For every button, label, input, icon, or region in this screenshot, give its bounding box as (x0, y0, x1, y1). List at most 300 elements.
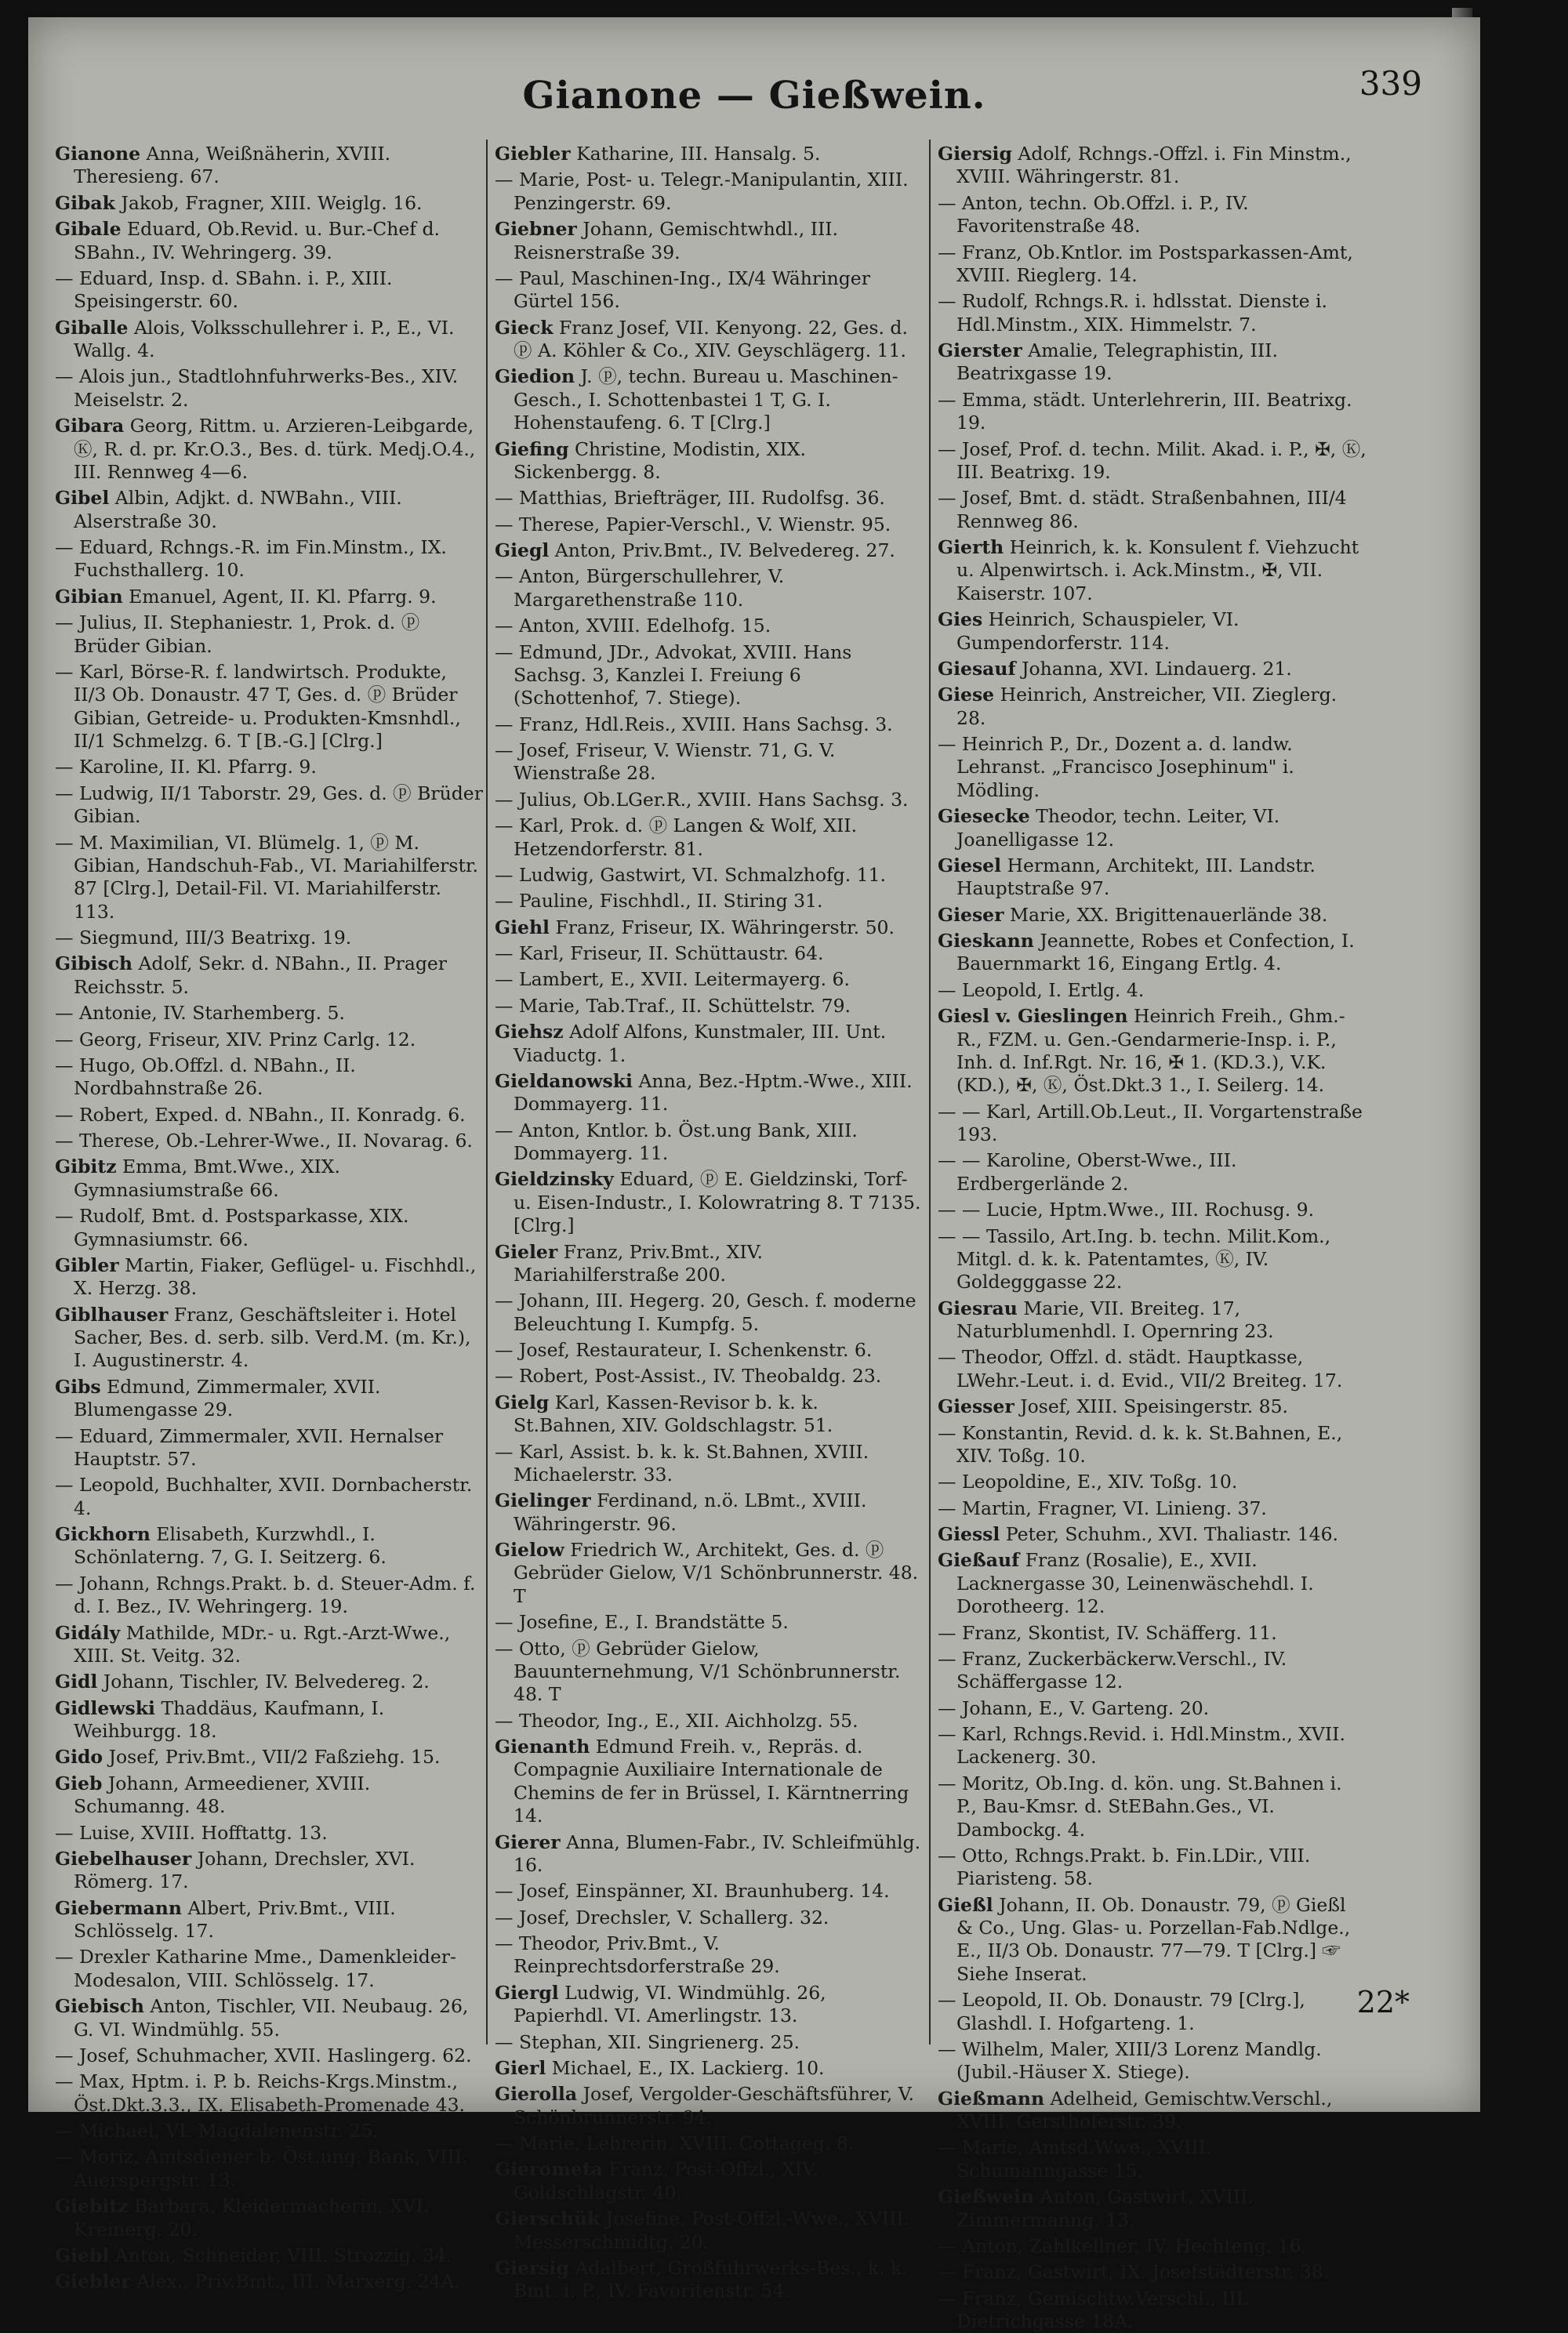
entry-details: Franz, Geschäftsleiter i. Hotel Sacher, Bes. d. serb. silb. Verd.M. (m. Kr.), I. Augustinerstr. 4. (74, 1303, 471, 1372)
directory-entry (495, 2208, 924, 2254)
directory-entry (55, 2146, 485, 2192)
directory-entry (938, 1149, 1367, 1196)
entry-surname: Gibs (55, 1375, 101, 1398)
directory-entry (55, 365, 485, 412)
entry-details: Eduard, ⓟ E. Gieldzinski, Torf- u. Eisen-Industr., I. Kolowratring 8. T 7135. [Clrg.] (514, 1168, 921, 1237)
entry-details: — Martin, Fragner, VI. Linieng. 37. (938, 1497, 1267, 1519)
directory-entry (938, 1395, 1367, 1418)
entry-details: Martin, Fiaker, Geflügel- u. Fischhdl., X. Herzg. 38. (74, 1254, 477, 1300)
entry-details: Katharine, III. Hansalg. 5. (570, 143, 821, 165)
directory-entry (495, 2257, 924, 2303)
directory-entry (938, 339, 1367, 386)
directory-column-2 (495, 143, 924, 2302)
entry-details: Marie, VII. Breiteg. 17, Naturblumenhdl. I. Opernring 23. (956, 1297, 1274, 1342)
entry-surname: Giesel (938, 854, 1002, 876)
entry-details: — Paul, Maschinen-Ing., IX/4 Währinger Gürtel 156. (495, 267, 870, 313)
directory-entry (495, 565, 924, 611)
entry-surname: Gieb (55, 1772, 103, 1794)
directory-entry (495, 539, 924, 562)
entry-surname: Gießl (938, 1893, 993, 1916)
entry-surname: Gies (938, 608, 983, 631)
entry-surname: Giefing (495, 437, 569, 460)
entry-details: Georg, Rittm. u. Arzieren-Leibgarde, Ⓚ, R. d. pr. Kr.O.3., Bes. d. türk. Medj.O.4., III. Rennweg 4—6. (74, 415, 476, 483)
entry-details: — Robert, Exped. d. NBahn., II. Konradg. 6. (55, 1103, 466, 1126)
directory-entry (495, 143, 924, 165)
directory-entry (938, 2136, 1367, 2182)
entry-details: Anton, Tischler, VII. Neubaug. 26, G. VI. Windmühlg. 55. (74, 1995, 469, 2041)
directory-page (28, 17, 1480, 2332)
entry-surname: Gierolla (495, 2083, 578, 2106)
entry-details: Thaddäus, Kaufmann, I. Weihburgg. 18. (74, 1696, 385, 1742)
entry-details: — Emma, städt. Unterlehrerin, III. Beatrixg. 19. (938, 388, 1352, 434)
directory-entry (55, 611, 485, 658)
directory-entry (495, 2031, 924, 2054)
entry-details: — Rudolf, Bmt. d. Postsparkasse, XIX. Gymnasiumstr. 66. (55, 1205, 409, 1250)
directory-entry (938, 2288, 1367, 2333)
entry-details: — Otto, ⓟ Gebrüder Gielow, Bauunternehmung, V/1 Schönbrunnerstr. 48. T (495, 1637, 901, 1706)
entry-surname: Gianone (55, 143, 141, 165)
entry-details: Anton, Priv.Bmt., IV. Belvedereg. 27. (549, 539, 895, 561)
directory-entry (938, 930, 1367, 976)
directory-entry (55, 1822, 485, 1845)
directory-entry (938, 733, 1367, 802)
entry-surname: Gido (55, 1746, 103, 1769)
entry-details: — Josefine, E., I. Brandstätte 5. (495, 1611, 789, 1634)
directory-entry (55, 1523, 485, 1569)
directory-entry (55, 782, 485, 829)
entry-surname: Giese (938, 684, 995, 706)
entry-details: Albert, Priv.Bmt., VIII. Schlösselg. 17. (74, 1896, 396, 1942)
entry-surname: Gienanth (495, 1736, 590, 1758)
entry-surname: Giblhauser (55, 1303, 169, 1326)
entry-details: — Josef, Drechsler, V. Schallerg. 32. (495, 1906, 829, 1928)
directory-entry (55, 1254, 485, 1301)
directory-entry (55, 1304, 485, 1373)
entry-details: — Moriz, Amtsdiener b. Öst.ung. Bank, VIII. Auerspergstr. 13. (55, 2146, 468, 2191)
directory-entry (938, 684, 1367, 730)
entry-details: Friedrich W., Architekt, Ges. d. ⓟ Gebrüder Gielow, V/1 Schönbrunnerstr. 48. T (514, 1539, 919, 1607)
directory-entry (495, 1638, 924, 1707)
entry-surname: Gieldzinsky (495, 1168, 614, 1191)
entry-details: — Edmund, JDr., Advokat, XVIII. Hans Sachsg. 3, Kanzlei I. Freiung 6 (Schottenhof, 7. Stiege). (495, 640, 852, 709)
directory-column-3 (938, 143, 1367, 2332)
entry-details: Edmund, Zimmermaler, XVII. Blumengasse 29. (74, 1375, 381, 1421)
entry-details: Peter, Schuhm., XVI. Thaliastr. 146. (1000, 1523, 1338, 1545)
entry-details: — Luise, XVIII. Hofftattg. 13. (55, 1821, 328, 1844)
entry-surname: Giessl (938, 1523, 1000, 1545)
entry-surname: Gießmann (938, 2087, 1045, 2110)
entry-details: — Rudolf, Rchngs.R. i. hdlsstat. Dienste i. Hdl.Minstm., XIX. Himmelstr. 7. (938, 290, 1328, 336)
entry-details: — Karl, Rchngs.Revid. i. Hdl.Minstm., XVII. Lackenerg. 30. (938, 1723, 1345, 1769)
entry-details: — Theodor, Priv.Bmt., V. Reinprechtsdorferstraße 29. (495, 1932, 780, 1978)
entry-details: — Drexler Katharine Mme., Damenkleider-Modesalon, VIII. Schlösselg. 17. (55, 1946, 456, 1991)
entry-details: — Siegmund, III/3 Beatrixg. 19. (55, 927, 352, 949)
entry-details: — Franz, Gemischtw.Verschl., III. Dietrichgasse 18A. (938, 2287, 1250, 2332)
entry-surname: Gickhorn (55, 1523, 151, 1545)
directory-entry (938, 2038, 1367, 2084)
entry-surname: Gierschük (495, 2208, 601, 2230)
entry-details: Adalbert, Großfuhrwerks-Bes., k. k. Bmt. i. P., IV. Favoritenstr. 54. (514, 2256, 908, 2302)
directory-entry (495, 2132, 924, 2155)
directory-entry (55, 1474, 485, 1520)
directory-entry (55, 756, 485, 778)
directory-entry (495, 1489, 924, 1536)
entry-surname: Giesrau (938, 1297, 1018, 1319)
entry-details: — Marie, Post- u. Telegr.-Manipulantin, XIII. Penzingerstr. 69. (495, 169, 909, 214)
directory-entry (495, 1391, 924, 1438)
entry-details: — Georg, Friseur, XIV. Prinz Carlg. 12. (55, 1028, 416, 1050)
directory-entry (938, 389, 1367, 435)
entry-details: Heinrich, Schauspieler, VI. Gumpendorferstr. 114. (956, 608, 1240, 654)
entry-surname: Giesl v. Gieslingen (938, 1005, 1128, 1028)
entry-details: — — Karoline, Oberst-Wwe., III. Erdbergerlände 2. (938, 1149, 1237, 1195)
directory-entry (495, 916, 924, 939)
entry-details: — Eduard, Rchngs.-R. im Fin.Minstm., IX. Fuchsthallerg. 10. (55, 536, 447, 582)
entry-details: Johann, Tischler, IV. Belvedereg. 2. (97, 1671, 430, 1693)
entry-details: — Stephan, XII. Singrienerg. 25. (495, 2030, 800, 2053)
directory-entry (495, 1932, 924, 1979)
entry-details: — Julius, Ob.LGer.R., XVIII. Hans Sachsg. 3. (495, 788, 909, 811)
entry-details: Amalie, Telegraphistin, III. Beatrixgasse 19. (956, 339, 1278, 385)
entry-details: — Leopoldine, E., XIV. Toßg. 10. (938, 1471, 1238, 1493)
entry-details: — Josef, Schuhmacher, XVII. Haslingerg. 62. (55, 2044, 472, 2066)
directory-entry (938, 1648, 1367, 1694)
entry-details: — Leopold, II. Ob. Donaustr. 79 [Clrg.], Glashdl. I. Hofgarteng. 1. (938, 1989, 1305, 2034)
directory-entry (495, 1710, 924, 1733)
entry-surname: Gibler (55, 1254, 119, 1276)
entry-details: — Anton, Bürgerschullehrer, V. Margarethenstraße 110. (495, 565, 785, 611)
directory-entry (495, 317, 924, 363)
entry-surname: Gielg (495, 1391, 550, 1413)
entry-details: Johann, Armeediener, XVIII. Schumanng. 48. (74, 1772, 371, 1818)
directory-entry (495, 438, 924, 484)
entry-details: — Pauline, Fischhdl., II. Stiring 31. (495, 890, 823, 913)
directory-entry (495, 615, 924, 637)
directory-entry (495, 1982, 924, 2028)
entry-details: Jeannette, Robes et Confection, I. Bauernmarkt 16, Eingang Ertlg. 4. (956, 930, 1355, 975)
directory-entry (938, 241, 1367, 288)
entry-surname: Giebisch (55, 1995, 144, 2018)
directory-entry (495, 1168, 924, 1237)
directory-entry (495, 1907, 924, 1929)
directory-entry (938, 2088, 1367, 2134)
directory-entry (495, 218, 924, 264)
entry-details: Anna, Weißnäherin, XVIII. Theresieng. 67. (74, 143, 391, 188)
entry-details: Franz, Priv.Bmt., XIV. Mariahilferstraße 200. (514, 1240, 763, 1286)
directory-entry (55, 1995, 485, 2041)
entry-surname: Gibale (55, 218, 122, 241)
directory-entry (55, 586, 485, 608)
entry-surname: Gibak (55, 191, 115, 214)
entry-details: — Marie, Lehrerin, XVIII. Cottageg. 8. (495, 2132, 855, 2154)
directory-entry (495, 169, 924, 215)
directory-entry (495, 713, 924, 736)
directory-entry (55, 2244, 485, 2267)
entry-details: Josef, Vergolder-Geschäftsführer, V. Schönbrunnerstr. 94. (514, 2083, 914, 2128)
entry-details: — Josef, Bmt. d. städt. Straßenbahnen, III/4 Rennweg 86. (938, 487, 1347, 532)
directory-entry (495, 815, 924, 861)
entry-details: Albin, Adjkt. d. NWBahn., VIII. Alserstraße 30. (74, 487, 402, 532)
entry-details: Heinrich, k. k. Konsulent f. Viehzucht u. Alpenwirtsch. i. Ack.Minstm., ✠, VII. Kaiserstr. 107. (956, 536, 1359, 604)
directory-entry (495, 1611, 924, 1634)
directory-entry (938, 979, 1367, 1002)
directory-entry (55, 1156, 485, 1202)
directory-entry (938, 438, 1367, 484)
directory-entry (938, 1697, 1367, 1720)
directory-entry (938, 1723, 1367, 1769)
column-divider (486, 140, 488, 2045)
entry-details: — — Karl, Artill.Ob.Leut., II. Vorgartenstraße 193. (938, 1100, 1363, 1145)
entry-details: — Josef, Restaurateur, I. Schenkenstr. 6. (495, 1339, 873, 1361)
entry-details: Anna, Blumen-Fabr., IV. Schleifmühlg. 16. (514, 1830, 921, 1876)
entry-details: Ferdinand, n.ö. LBmt., XVIII. Währingerstr. 96. (514, 1489, 867, 1535)
directory-entry (55, 832, 485, 924)
entry-details: — Franz, Zuckerbäckerw.Verschl., IV. Schäffergasse 12. (938, 1647, 1287, 1693)
entry-details: Alex., Priv.Bmt., III. Marxerg. 24A. (130, 2270, 460, 2293)
directory-entry (495, 942, 924, 965)
entry-surname: Gießwein (938, 2186, 1034, 2208)
entry-details: — Karl, Börse-R. f. landwirtsch. Produkte, II/3 Ob. Donaustr. 47 T, Ges. d. ⓟ Brüder Gibian, Getreide- u. Produkten-Kmsnhdl., II/1 Schmelzg. 6. T [B.-G.] [Clrg.] (55, 660, 461, 752)
directory-entry (55, 1671, 485, 1693)
entry-surname: Giegl (495, 539, 550, 561)
entry-surname: Gierl (495, 2056, 546, 2079)
directory-entry (55, 1130, 485, 1152)
entry-details: Franz Josef, VII. Kenyong. 22, Ges. d. ⓟ A. Köhler & Co., XIV. Geyschlägerg. 11. (514, 316, 908, 361)
directory-entry (55, 1054, 485, 1101)
directory-entry (495, 1070, 924, 1116)
entry-surname: Gieldanowski (495, 1069, 633, 1092)
directory-entry (938, 143, 1367, 189)
directory-entry (55, 415, 485, 484)
directory-entry (495, 1119, 924, 1166)
entry-details: — — Tassilo, Art.Ing. b. techn. Milit.Kom., Mitgl. d. k. k. Patentamtes, Ⓚ, IV. Goldegggasse 22. (938, 1225, 1331, 1293)
entry-details: Emma, Bmt.Wwe., XIX. Gymnasiumstraße 66. (74, 1156, 340, 1201)
directory-entry (495, 641, 924, 710)
directory-entry (55, 536, 485, 582)
entry-details: — Konstantin, Revid. d. k. k. St.Bahnen, E., XIV. Toßg. 10. (938, 1421, 1343, 1467)
entry-surname: Giedion (495, 365, 575, 388)
entry-surname: Gibara (55, 415, 125, 437)
entry-details: — Franz, Ob.Kntlor. im Postsparkassen-Amt, XVIII. Rieglerg. 14. (938, 241, 1353, 286)
directory-entry (495, 1831, 924, 1878)
entry-details: — Leopold, Buchhalter, XVII. Dornbacherstr. 4. (55, 1474, 473, 1519)
entry-details: — Ludwig, Gastwirt, VI. Schmalzhofg. 11. (495, 863, 887, 886)
directory-entry (938, 536, 1367, 605)
directory-entry (495, 487, 924, 510)
entry-details: — Max, Hptm. i. P. b. Reichs-Krgs.Minstm., Öst.Dkt.3.3., IX. Elisabeth-Promenade 43. (55, 2070, 466, 2116)
entry-details: — Marie, Tab.Traf., II. Schüttelstr. 79. (495, 994, 851, 1017)
entry-details: Anton, Gastwirt, XVIII. Zimmermanng. 13. (956, 2186, 1254, 2231)
entry-details: Eduard, Ob.Revid. u. Bur.-Chef d. SBahn., IV. Wehringerg. 39. (74, 218, 440, 263)
directory-entry (55, 1697, 485, 1743)
directory-entry (55, 1029, 485, 1051)
directory-entry (55, 1622, 485, 1668)
entry-details: — Wilhelm, Maler, XIII/3 Lorenz Mandlg. (Jubil.-Häuser X. Stiege). (938, 2037, 1322, 2084)
directory-entry (938, 608, 1367, 655)
directory-entry (55, 1425, 485, 1471)
entry-surname: Gidály (55, 1621, 121, 1644)
page-header-title: Gianone — Gießwein. (522, 74, 986, 118)
directory-entry (495, 1241, 924, 1287)
entry-details: — Franz, Gastwirt, IX. Josefstädterstr. 38. (938, 2261, 1330, 2284)
entry-details: — Lambert, E., XVII. Leitermayerg. 6. (495, 968, 850, 991)
entry-surname: Gieler (495, 1240, 558, 1263)
directory-entry (938, 2186, 1367, 2232)
directory-entry (55, 2045, 485, 2067)
entry-details: — Anton, Zahlkellner, IV. Hechteng. 16. (938, 2234, 1308, 2257)
directory-column-1 (55, 143, 485, 2293)
entry-surname: Gidlewski (55, 1696, 155, 1719)
entry-surname: Giersig (938, 143, 1012, 165)
entry-details: Johanna, XVI. Lindauerg. 21. (1015, 657, 1292, 680)
entry-details: — Anton, techn. Ob.Offzl. i. P., IV. Favoritenstraße 48. (938, 191, 1249, 238)
directory-entry (495, 995, 924, 1018)
entry-details: — Therese, Ob.-Lehrer-Wwe., II. Novarag. 6. (55, 1130, 473, 1152)
entry-surname: Giergl (495, 1981, 559, 2004)
entry-details: — Leopold, I. Ertlg. 4. (938, 978, 1145, 1001)
directory-entry (495, 2057, 924, 2080)
entry-details: Hermann, Architekt, III. Landstr. Hauptstraße 97. (956, 854, 1316, 900)
entry-details: — Josef, Einspänner, XI. Braunhuberg. 14. (495, 1880, 890, 1903)
directory-entry (938, 1346, 1367, 1392)
entry-surname: Giesser (938, 1395, 1014, 1418)
directory-entry (55, 1772, 485, 1819)
entry-details: Josef, Priv.Bmt., VII/2 Faßziehg. 15. (103, 1746, 441, 1769)
directory-entry (938, 1989, 1367, 2035)
directory-entry (495, 890, 924, 913)
directory-entry (938, 1101, 1367, 1147)
directory-entry (55, 1104, 485, 1127)
directory-entry (495, 968, 924, 991)
directory-entry (938, 904, 1367, 927)
directory-entry (495, 1365, 924, 1388)
entry-details: — M. Maximilian, VI. Blümelg. 1, ⓟ M. Gibian, Handschuh-Fab., VI. Mariahilferstr. 87 [Clrg.], Detail-Fil. VI. Mariahilferstr. 113. (55, 831, 479, 923)
entry-details: — Theodor, Offzl. d. städt. Hauptkasse, LWehr.-Leut. i. d. Evid., VII/2 Breiteg. 17. (938, 1346, 1343, 1391)
entry-surname: Giesecke (938, 805, 1030, 828)
entry-surname: Gießauf (938, 1549, 1020, 1572)
entry-surname: Gierometa (495, 2158, 603, 2181)
directory-entry (55, 1376, 485, 1422)
entry-details: — Franz, Skontist, IV. Schäfferg. 11. (938, 1621, 1277, 1644)
directory-entry (495, 365, 924, 434)
entry-details: — Otto, Rchngs.Prakt. b. Fin.LDir., VIII. Piaristeng. 58. (938, 1844, 1311, 1890)
entry-surname: Giersig (495, 2256, 569, 2279)
entry-surname: Gibel (55, 487, 110, 510)
entry-surname: Gieser (938, 903, 1004, 926)
directory-entry (55, 952, 485, 999)
directory-entry (938, 854, 1367, 901)
entry-surname: Gibisch (55, 952, 132, 975)
directory-entry (938, 2235, 1367, 2258)
directory-entry (938, 2261, 1367, 2284)
entry-surname: Giebler (55, 2270, 131, 2293)
directory-entry (495, 739, 924, 786)
entry-details: Edmund Freih. v., Repräs. d. Compagnie Auxiliaire Internationale de Chemins de fer in Brüssel, I. Kärntnerring 14. (514, 1736, 909, 1827)
entry-surname: Giehl (495, 916, 550, 938)
entry-surname: Giebner (495, 218, 577, 241)
directory-entry (55, 2195, 485, 2241)
entry-details: — Josef, Prof. d. techn. Milit. Akad. i. P., ✠, Ⓚ, III. Beatrixg. 19. (938, 437, 1367, 483)
directory-entry (495, 864, 924, 887)
entry-details: Josef, XIII. Speisingerstr. 85. (1014, 1395, 1289, 1418)
entry-details: Karl, Kassen-Revisor b. k. k. St.Bahnen, XIV. Goldschlagstr. 51. (514, 1391, 833, 1437)
directory-entry (55, 1746, 485, 1769)
directory-entry (495, 513, 924, 536)
column-divider (929, 140, 931, 2045)
directory-entry (55, 2070, 485, 2117)
directory-entry (55, 317, 485, 363)
entry-details: Barbara, Kleidermacherin, XVI. Kreinerg. 20. (74, 2195, 430, 2240)
entry-details: Johann, Drechsler, XVI. Römerg. 17. (74, 1847, 416, 1893)
entry-surname: Gieskann (938, 930, 1034, 952)
entry-details: — Karl, Prok. d. ⓟ Langen & Wolf, XII. Hetzendorferstr. 81. (495, 815, 858, 860)
entry-surname: Gieck (495, 316, 554, 339)
directory-entry (495, 2158, 924, 2204)
entry-details: Jakob, Fragner, XIII. Weiglg. 16. (114, 191, 423, 214)
directory-entry (938, 1772, 1367, 1841)
entry-details: — Anton, XVIII. Edelhofg. 15. (495, 615, 771, 637)
entry-details: Elisabeth, Kurzwhdl., I. Schönlaterng. 7, G. I. Seitzerg. 6. (74, 1523, 387, 1569)
entry-details: — Karl, Assist. b. k. k. St.Bahnen, XVIII. Michaelerstr. 33. (495, 1440, 869, 1486)
directory-entry (938, 1845, 1367, 1891)
entry-details: — Eduard, Zimmermaler, XVII. Hernalser Hauptstr. 57. (55, 1424, 444, 1470)
directory-entry (495, 1290, 924, 1336)
entry-details: Johann, Gemischtwhdl., III. Reisnerstraße 39. (514, 218, 839, 263)
entry-surname: Gierer (495, 1830, 561, 1853)
entry-details: — Franz, Hdl.Reis., XVIII. Hans Sachsg. 3. (495, 713, 893, 735)
entry-details: — Julius, II. Stephaniestr. 1, Prok. d. ⓟ Brüder Gibian. (55, 611, 420, 657)
directory-entry (55, 218, 485, 264)
entry-details: Christine, Modistin, XIX. Sickenbergg. 8. (514, 437, 806, 483)
directory-entry (495, 2083, 924, 2129)
directory-entry (938, 1523, 1367, 1546)
directory-entry (495, 1021, 924, 1067)
entry-details: — Josef, Friseur, V. Wienstr. 71, G. V. Wienstraße 28. (495, 739, 836, 785)
directory-entry (938, 1297, 1367, 1344)
directory-entry (55, 927, 485, 949)
entry-details: — Alois jun., Stadtlohnfuhrwerks-Bes., XIV. Meiselstr. 2. (55, 365, 459, 411)
directory-entry (55, 2120, 485, 2143)
directory-entry (55, 192, 485, 215)
signature-mark: 22* (1356, 1985, 1410, 2019)
entry-surname: Giebermann (55, 1896, 182, 1919)
entry-details: Heinrich, Anstreicher, VII. Zieglerg. 28. (956, 684, 1338, 729)
entry-details: — Karl, Friseur, II. Schüttaustr. 64. (495, 942, 824, 964)
directory-entry (55, 143, 485, 189)
entry-surname: Gidl (55, 1671, 98, 1693)
directory-entry (938, 1549, 1367, 1618)
directory-entry (938, 290, 1367, 336)
directory-entry (938, 1497, 1367, 1520)
entry-details: — Robert, Post-Assist., IV. Theobaldg. 23. (495, 1365, 882, 1388)
directory-entry (55, 1573, 485, 1619)
directory-entry (55, 1848, 485, 1894)
entry-surname: Giesauf (938, 657, 1016, 680)
directory-entry (938, 1199, 1367, 1221)
entry-details: — Michael, VI. Magdalenenstr. 25. (55, 2120, 379, 2142)
directory-entry (938, 805, 1367, 851)
directory-entry (495, 1441, 924, 1487)
entry-details: Franz, Friseur, IX. Währingerstr. 50. (549, 916, 895, 938)
entry-details: Johann, II. Ob. Donaustr. 79, ⓟ Gießl & Co., Ung. Glas- u. Porzellan-Fab.Ndlge., E., II/3 Ob. Donaustr. 77—79. T [Clrg.] ☞ Siehe Inserat. (956, 1893, 1351, 1985)
entry-details: — Johann, III. Hegerg. 20, Gesch. f. moderne Beleuchtung I. Kumpfg. 5. (495, 1290, 916, 1335)
directory-entry (55, 1897, 485, 1943)
entry-details: Michael, E., IX. Lackierg. 10. (546, 2056, 825, 2079)
directory-entry (495, 1880, 924, 1903)
entry-details: Theodor, techn. Leiter, VI. Joanelligasse 12. (956, 805, 1280, 851)
entry-details: J. ⓟ, techn. Bureau u. Maschinen-Gesch., I. Schottenbastei 1 T, G. I. Hohenstaufeng. 6. T [Clrg.] (514, 365, 898, 434)
directory-entry (938, 192, 1367, 238)
